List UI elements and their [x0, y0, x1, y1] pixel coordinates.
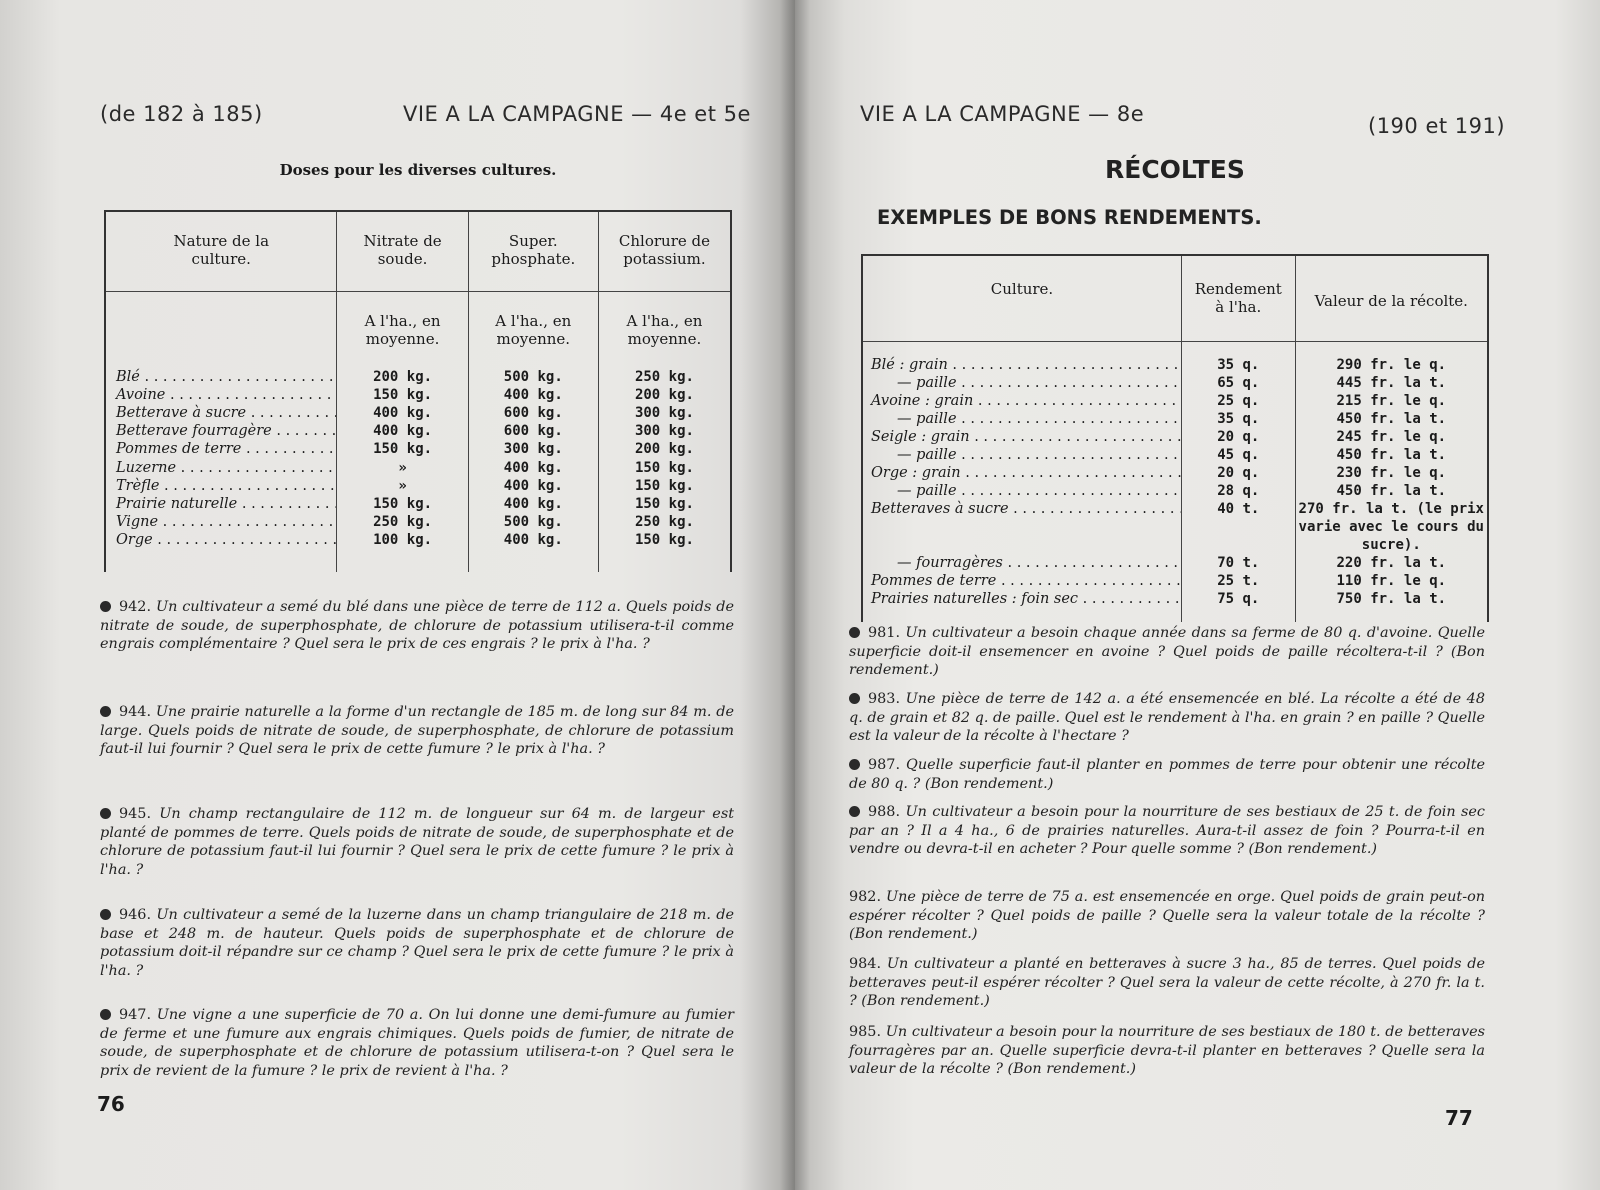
problem-number: 984. [849, 956, 882, 972]
col-header-chlorure: Chlorure de potassium. [598, 211, 731, 291]
table-row [862, 428, 1488, 446]
bullet-icon [849, 759, 860, 770]
dose-chlorure: 300 kg. [598, 404, 731, 422]
book-gutter [780, 0, 810, 1190]
culture-name: — paille . . . [862, 374, 1182, 392]
problem-number: 947. [119, 1007, 152, 1023]
problem-number: 985. [849, 1024, 882, 1040]
problem-text: Un cultivateur a besoin chaque année dans sa ferme de 80 q. d'avoine. Quelle superficie doit-il ensemencer en avoine ? Quel poids de paille récoltera-t-il ? (Bon rendement.) [849, 625, 1486, 678]
culture-name: Blé . . . [105, 368, 337, 386]
valeur-value: 445 fr. la t. [1295, 374, 1488, 392]
rendement-value: 70 t. [1182, 554, 1296, 572]
right-header-range: (190 et 191) [1368, 114, 1506, 138]
bullet-icon [100, 706, 111, 717]
bullet-icon [100, 909, 111, 920]
problem-text: Quelle superficie faut-il planter en pommes de terre pour obtenir une récolte de 80 q. ? (Bon rendement.) [849, 757, 1485, 792]
dose-chlorure: 150 kg. [598, 495, 731, 513]
dose-chlorure: 250 kg. [598, 513, 731, 531]
problem-text: Un cultivateur a semé du blé dans une pièce de terre de 112 a. Quels poids de nitrate de soude, de superphosphate, de chlorure de potassium utilisera-t-il comme engrais complémentaire ? Quel sera le prix de ces engrais ? le prix à l'ha. ? [100, 599, 734, 652]
bullet-icon [849, 806, 860, 817]
problem-number: 944. [119, 704, 152, 720]
problem-947 [100, 1006, 734, 1080]
culture-name: Betterave à sucre . . . [105, 404, 337, 422]
table-row [105, 440, 731, 458]
valeur-value: 215 fr. le q. [1295, 392, 1488, 410]
table-row [105, 386, 731, 404]
subheader-chlorure: A l'ha., en moyenne. [598, 291, 731, 368]
dose-super: 600 kg. [468, 422, 598, 440]
table-row [862, 356, 1488, 374]
right-page [795, 0, 1600, 1190]
dose-super: 300 kg. [468, 440, 598, 458]
culture-name: Avoine . . . [105, 386, 337, 404]
problem-number: 982. [849, 889, 882, 905]
culture-name: Pommes de terre . . . [862, 572, 1182, 590]
problem-987 [849, 756, 1485, 793]
rendement-value: 20 q. [1182, 428, 1296, 446]
dose-nitrate: 400 kg. [337, 404, 468, 422]
problem-text: Un cultivateur a planté en betteraves à sucre 3 ha., 85 de terres. Quel poids de betteraves peut-il espérer récolter ? Quel sera la valeur de cette récolte, à 270 fr. la t. ? (Bon rendement.) [849, 956, 1486, 1009]
page-number-left: 76 [97, 1092, 125, 1116]
table-row [862, 446, 1488, 464]
table-row [105, 404, 731, 422]
dose-super: 600 kg. [468, 404, 598, 422]
table-row [105, 477, 731, 495]
culture-name: Seigle : grain . . . [862, 428, 1182, 446]
culture-name: — paille . . . [862, 482, 1182, 500]
problem-946 [100, 906, 734, 980]
bullet-icon [100, 808, 111, 819]
table-row [862, 572, 1488, 590]
dose-nitrate: 150 kg. [337, 495, 468, 513]
dose-super: 400 kg. [468, 495, 598, 513]
rendement-value: 20 q. [1182, 464, 1296, 482]
bullet-icon [849, 627, 860, 638]
subheader-super: A l'ha., en moyenne. [468, 291, 598, 368]
problem-text: Un cultivateur a besoin pour la nourriture de ses bestiaux de 180 t. de betteraves fourragères par an. Quelle superficie devra-t-il planter en betteraves ? Quelle sera la valeur de la récolte ? (Bon rendement.) [849, 1024, 1485, 1077]
problem-942 [100, 598, 734, 654]
valeur-value: 450 fr. la t. [1295, 482, 1488, 500]
table-row [862, 464, 1488, 482]
culture-name: Blé : grain . . . [862, 356, 1182, 374]
valeur-value: 290 fr. le q. [1295, 356, 1488, 374]
problem-number: 942. [119, 599, 152, 615]
problem-number: 987. [868, 757, 901, 773]
dose-super: 500 kg. [468, 368, 598, 386]
subheader-empty [105, 291, 337, 368]
col-header-culture-r: Culture. [862, 255, 1182, 341]
rendement-value: 25 q. [1182, 392, 1296, 410]
valeur-value: 230 fr. le q. [1295, 464, 1488, 482]
culture-name: Orge : grain . . . [862, 464, 1182, 482]
culture-name: Prairie naturelle . . . [105, 495, 337, 513]
table-row [862, 590, 1488, 608]
culture-name: — paille . . . [862, 446, 1182, 464]
dose-nitrate: 250 kg. [337, 513, 468, 531]
table-row [105, 459, 731, 477]
page-title: RÉCOLTES [1105, 155, 1245, 184]
culture-name: Pommes de terre . . . [105, 440, 337, 458]
table-row [105, 422, 731, 440]
problem-944 [100, 703, 734, 759]
valeur-value: 110 fr. le q. [1295, 572, 1488, 590]
page-number-right: 77 [1445, 1106, 1473, 1130]
table-row [105, 368, 731, 386]
col-header-super: Super. phosphate. [468, 211, 598, 291]
dose-chlorure: 250 kg. [598, 368, 731, 386]
table-row [862, 482, 1488, 500]
culture-name: Betteraves à sucre . . . [862, 500, 1182, 554]
problem-988 [849, 803, 1485, 859]
rendement-value: 45 q. [1182, 446, 1296, 464]
culture-name: Trèfle . . . [105, 477, 337, 495]
valeur-value: 450 fr. la t. [1295, 410, 1488, 428]
dose-super: 400 kg. [468, 386, 598, 404]
problem-number: 945. [119, 806, 152, 822]
col-header-nitrate: Nitrate de soude. [337, 211, 468, 291]
page-subtitle: EXEMPLES DE BONS RENDEMENTS. [877, 206, 1262, 229]
culture-name: — fourragères . . . [862, 554, 1182, 572]
dose-nitrate: » [337, 477, 468, 495]
dose-nitrate: 400 kg. [337, 422, 468, 440]
problem-text: Une pièce de terre de 142 a. a été ensemencée en blé. La récolte a été de 48 q. de grain et 82 q. de paille. Quel est le rendement à l'ha. en grain ? en paille ? Quelle est la valeur de la récolte à l'hectare ? [849, 691, 1485, 744]
subheader-nitrate: A l'ha., en moyenne. [337, 291, 468, 368]
culture-name: Betterave fourragère . . . [105, 422, 337, 440]
dose-super: 400 kg. [468, 459, 598, 477]
bullet-icon [100, 601, 111, 612]
rendement-value: 40 t. [1182, 500, 1296, 554]
problem-text: Un champ rectangulaire de 112 m. de longueur sur 64 m. de largeur est planté de pommes de terre. Quels poids de nitrate de soude, de superphosphate et de chlorure de potassium faut-il lui fournir ? Quel sera le prix de cette fumure ? le prix à l'ha. ? [100, 806, 734, 878]
problem-number: 988. [868, 804, 901, 820]
rendements-table [861, 254, 1489, 622]
valeur-value: 245 fr. le q. [1295, 428, 1488, 446]
dose-nitrate: » [337, 459, 468, 477]
dose-nitrate: 150 kg. [337, 440, 468, 458]
dose-chlorure: 150 kg. [598, 459, 731, 477]
rendement-value: 35 q. [1182, 410, 1296, 428]
problem-number: 981. [868, 625, 901, 641]
table-row [105, 495, 731, 513]
problem-984 [849, 955, 1485, 1011]
problem-number: 983. [868, 691, 901, 707]
dose-nitrate: 100 kg. [337, 531, 468, 549]
problem-983 [849, 690, 1485, 746]
problem-981 [849, 624, 1485, 680]
rendement-value: 65 q. [1182, 374, 1296, 392]
left-header-range: (de 182 à 185) [100, 102, 263, 126]
culture-name: — paille . . . [862, 410, 1182, 428]
problem-982 [849, 888, 1485, 944]
dose-nitrate: 200 kg. [337, 368, 468, 386]
col-header-rendement: Rendement à l'ha. [1182, 255, 1296, 341]
table-caption: Doses pour les diverses cultures. [279, 161, 557, 179]
dose-chlorure: 150 kg. [598, 531, 731, 549]
culture-name: Luzerne . . . [105, 459, 337, 477]
rendement-value: 35 q. [1182, 356, 1296, 374]
bullet-icon [849, 693, 860, 704]
problem-text: Un cultivateur a semé de la luzerne dans un champ triangulaire de 218 m. de base et 248 m. de hauteur. Quels poids de superphosphate et de chlorure de potassium doit-il répandre sur ce champ ? Quel sera le prix de cette fumure ? le prix à l'ha. ? [100, 907, 734, 979]
table-row [105, 531, 731, 549]
dose-super: 400 kg. [468, 531, 598, 549]
table-row [862, 554, 1488, 572]
valeur-value: 270 fr. la t. (le prix varie avec le cours du sucre). [1295, 500, 1488, 554]
problem-text: Une vigne a une superficie de 70 a. On lui donne une demi-fumure au fumier de ferme et une fumure aux engrais chimiques. Quels poids de fumier, de nitrate de soude, de superphosphate et de chlorure de potassium utilisera-t-on ? Quel sera le prix de revient de la fumure ? le prix de revient à l'ha. ? [100, 1007, 735, 1079]
dose-chlorure: 200 kg. [598, 440, 731, 458]
problem-945 [100, 805, 734, 879]
table-row [105, 513, 731, 531]
culture-name: Orge . . . [105, 531, 337, 549]
dose-chlorure: 200 kg. [598, 386, 731, 404]
valeur-value: 450 fr. la t. [1295, 446, 1488, 464]
left-header-title: VIE A LA CAMPAGNE — 4e et 5e [403, 102, 751, 126]
col-header-culture: Nature de la culture. [173, 232, 270, 268]
rendement-value: 28 q. [1182, 482, 1296, 500]
table-bottom-pad [105, 550, 731, 572]
dose-super: 400 kg. [468, 477, 598, 495]
col-header-valeur: Valeur de la récolte. [1295, 255, 1488, 341]
table-row [862, 500, 1488, 554]
table-row [862, 374, 1488, 392]
table-row [862, 392, 1488, 410]
left-page [0, 0, 795, 1190]
dose-chlorure: 300 kg. [598, 422, 731, 440]
bullet-icon [100, 1009, 111, 1020]
doses-table [104, 210, 732, 572]
rendement-value: 25 t. [1182, 572, 1296, 590]
problem-text: Un cultivateur a besoin pour la nourriture de ses bestiaux de 25 t. de foin sec par an ? Il a 4 ha., 6 de prairies naturelles. Aura-t-il assez de foin ? Pourra-t-il en vendre ou devra-t-il en acheter ? Pour quelle somme ? (Bon rendement.) [849, 804, 1485, 857]
culture-name: Prairies naturelles : foin sec . . . [862, 590, 1182, 608]
table-row [862, 410, 1488, 428]
dose-super: 500 kg. [468, 513, 598, 531]
right-header-title: VIE A LA CAMPAGNE — 8e [860, 102, 1145, 126]
problem-number: 946. [119, 907, 152, 923]
valeur-value: 220 fr. la t. [1295, 554, 1488, 572]
rendement-value: 75 q. [1182, 590, 1296, 608]
valeur-value: 750 fr. la t. [1295, 590, 1488, 608]
problem-985 [849, 1023, 1485, 1079]
problem-text: Une prairie naturelle a la forme d'un rectangle de 185 m. de long sur 84 m. de large. Quels poids de nitrate de soude, de superphosphate, de chlorure de potassium faut-il lui fournir ? Quel sera le prix de cette fumure ? le prix à l'ha. ? [100, 704, 734, 757]
dose-chlorure: 150 kg. [598, 477, 731, 495]
culture-name: Avoine : grain . . . [862, 392, 1182, 410]
dose-nitrate: 150 kg. [337, 386, 468, 404]
culture-name: Vigne . . . [105, 513, 337, 531]
problem-text: Une pièce de terre de 75 a. est ensemencée en orge. Quel poids de grain peut-on espérer récolter ? Quel poids de paille ? Quelle sera la valeur totale de la récolte ? (Bon rendement.) [849, 889, 1486, 942]
